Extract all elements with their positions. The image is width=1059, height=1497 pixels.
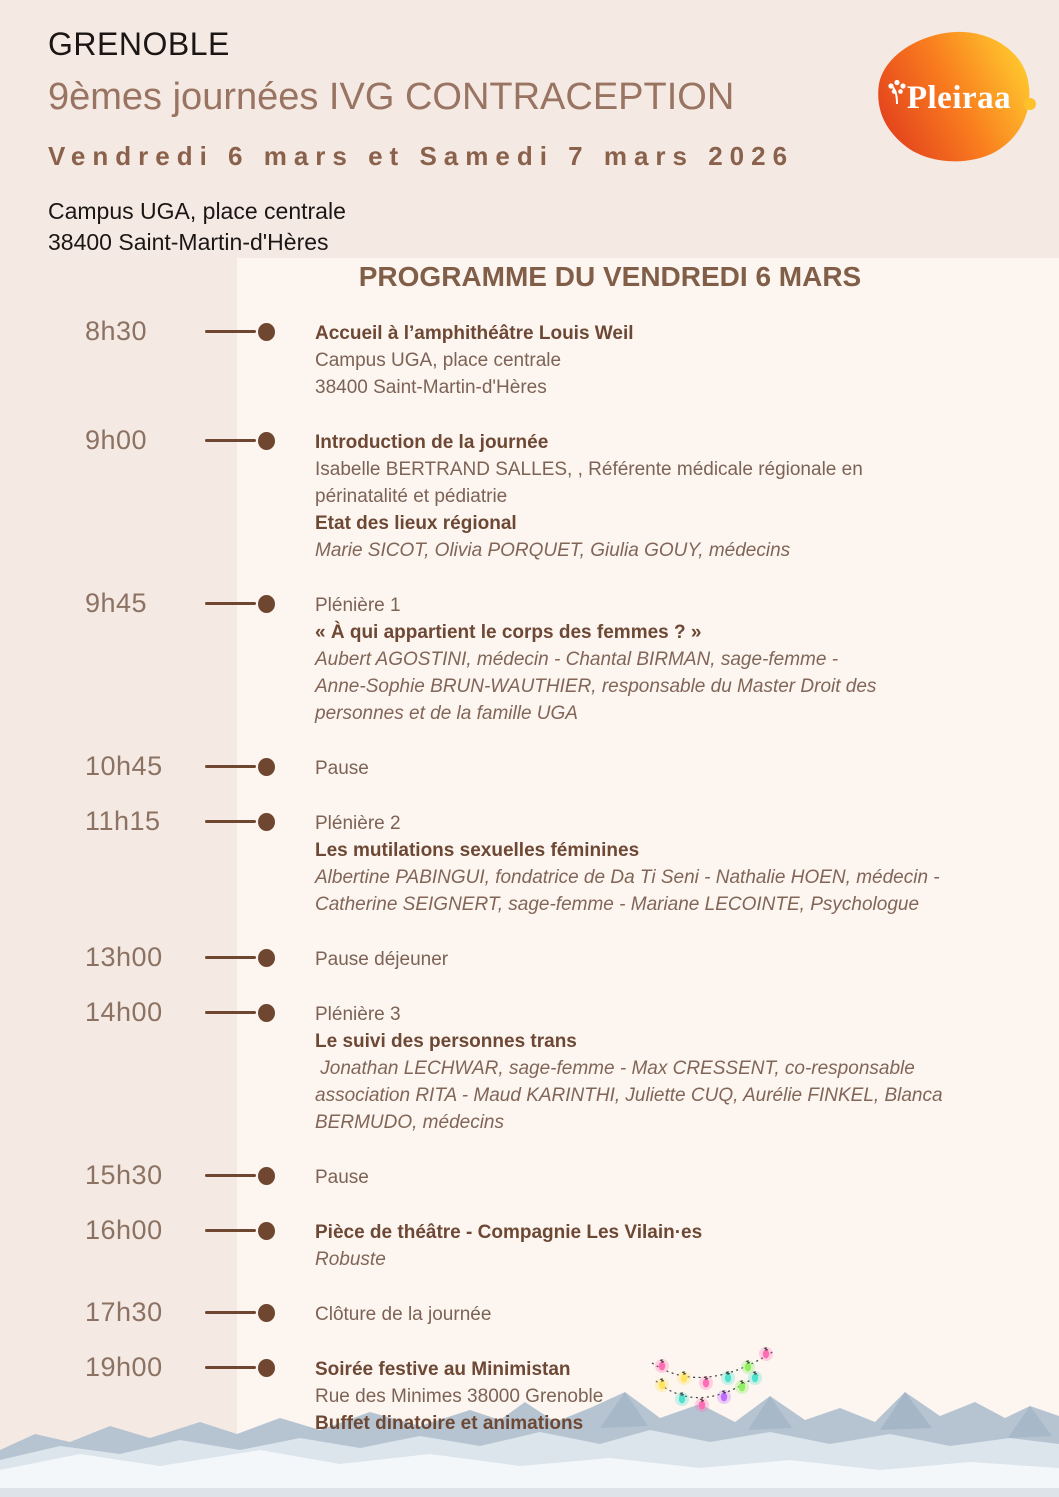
event-address	[48, 196, 346, 258]
address-line-2: 38400 Saint-Martin-d'Hères	[48, 229, 329, 255]
entry-time: 15h30	[85, 1160, 163, 1190]
entry-line: Plénière 1	[315, 595, 401, 616]
entry-time: 11h15	[85, 806, 161, 836]
entry-line: Jonathan LECHWAR, sage-femme - Max CRESSENT, co-responsable	[315, 1058, 915, 1079]
timeline-entry	[0, 316, 1059, 401]
city-label: GRENOBLE	[48, 26, 230, 62]
entry-line: Plénière 3	[315, 1004, 401, 1025]
timeline-connector	[205, 820, 256, 823]
timeline-connector	[205, 602, 256, 605]
entry-line: Pause	[315, 758, 369, 779]
event-dates: Vendredi 6 mars et Samedi 7 mars 2026	[48, 141, 795, 171]
timeline-dot	[258, 1167, 275, 1185]
entry-line: Clôture de la journée	[315, 1304, 492, 1325]
entry-content	[315, 1164, 1059, 1191]
entry-line: Catherine SEIGNERT, sage-femme - Mariane LECOINTE, Psychologue	[315, 894, 920, 915]
timeline-connector	[205, 1366, 256, 1369]
entry-content	[315, 755, 1059, 782]
entry-line: Rue des Minimes 38000 Grenoble	[315, 1386, 604, 1407]
entry-line: Albertine PABINGUI, fondatrice de Da Ti Seni - Nathalie HOEN, médecin -	[315, 867, 940, 888]
address-line-1: Campus UGA, place centrale	[48, 198, 346, 224]
entry-line: Buffet dinatoire et animations	[315, 1413, 584, 1434]
timeline-dot	[258, 432, 275, 450]
timeline-entry	[0, 588, 1059, 727]
entry-line: association RITA - Maud KARINTHI, Juliette CUQ, Aurélie FINKEL, Blanca	[315, 1085, 943, 1106]
entry-line: Plénière 2	[315, 813, 401, 834]
entry-line: périnatalité et pédiatrie	[315, 486, 508, 507]
entry-line: Aubert AGOSTINI, médecin - Chantal BIRMAN, sage-femme -	[315, 649, 839, 670]
entry-line: Accueil à l’amphithéâtre Louis Weil	[315, 323, 634, 344]
entry-line: « À qui appartient le corps des femmes ? »	[315, 622, 702, 643]
entry-time: 10h45	[85, 751, 163, 781]
timeline-entry	[0, 997, 1059, 1136]
timeline-dot	[258, 758, 275, 776]
entry-content	[315, 810, 1059, 918]
entry-time: 9h45	[85, 588, 148, 618]
timeline-entry	[0, 1160, 1059, 1191]
entry-time: 19h00	[85, 1352, 163, 1382]
timeline-entries	[0, 316, 1059, 1465]
timeline-connector	[205, 1311, 256, 1314]
timeline-dot	[258, 813, 275, 831]
timeline-dot	[258, 1304, 275, 1322]
timeline-connector	[205, 956, 256, 959]
entry-time: 14h00	[85, 997, 163, 1027]
timeline-connector	[205, 1011, 256, 1014]
entry-content	[315, 429, 1059, 564]
entry-line: personnes et de la famille UGA	[315, 703, 578, 724]
timeline-entry	[0, 425, 1059, 564]
entry-content	[315, 1301, 1059, 1328]
timeline-entry	[0, 1215, 1059, 1273]
entry-line: Introduction de la journée	[315, 432, 549, 453]
logo-wordmark: Pleiraa	[906, 80, 1012, 116]
entry-line: Etat des lieux régional	[315, 513, 517, 534]
program-title: PROGRAMME DU VENDREDI 6 MARS	[358, 261, 862, 292]
timeline-dot	[258, 1359, 275, 1377]
entry-content	[315, 320, 1059, 401]
timeline-entry	[0, 1297, 1059, 1328]
timeline-connector	[205, 765, 256, 768]
entry-line: Pause	[315, 1167, 369, 1188]
entry-line: 38400 Saint-Martin-d'Hères	[315, 377, 547, 398]
timeline-entry	[0, 751, 1059, 782]
timeline-dot	[258, 1222, 275, 1240]
pleiraa-logo	[873, 28, 1037, 164]
timeline-connector	[205, 330, 256, 333]
timeline-entry	[0, 942, 1059, 973]
timeline-dot	[258, 1004, 275, 1022]
event-title: 9èmes journées IVG CONTRACEPTION	[48, 76, 735, 118]
entry-line: Les mutilations sexuelles féminines	[315, 840, 640, 861]
entry-content	[315, 1219, 1059, 1273]
timeline-dot	[258, 323, 275, 341]
entry-content	[315, 946, 1059, 973]
entry-time: 16h00	[85, 1215, 163, 1245]
entry-line: Pause déjeuner	[315, 949, 449, 970]
entry-time: 13h00	[85, 942, 163, 972]
entry-time: 9h00	[85, 425, 148, 455]
entry-time: 8h30	[85, 316, 148, 346]
timeline-dot	[258, 949, 275, 967]
entry-line: Le suivi des personnes trans	[315, 1031, 577, 1052]
entry-line: Pièce de théâtre - Compagnie Les Vilain·es	[315, 1222, 703, 1243]
timeline-entry	[0, 806, 1059, 918]
fairy-lights-icon	[648, 1341, 780, 1417]
entry-line: BERMUDO, médecins	[315, 1112, 504, 1133]
timeline-connector	[205, 1229, 256, 1232]
entry-line: Marie SICOT, Olivia PORQUET, Giulia GOUY, médecins	[315, 540, 791, 561]
timeline-connector	[205, 1174, 256, 1177]
entry-line: Anne-Sophie BRUN-WAUTHIER, responsable du Master Droit des	[315, 676, 877, 697]
entry-content	[315, 592, 1059, 727]
timeline-connector	[205, 439, 256, 442]
timeline-dot	[258, 595, 275, 613]
entry-time: 17h30	[85, 1297, 163, 1327]
timeline-entry	[0, 1352, 1059, 1437]
entry-content	[315, 1001, 1059, 1136]
entry-line: Campus UGA, place centrale	[315, 350, 562, 371]
entry-line: Robuste	[315, 1249, 386, 1270]
entry-line: Soirée festive au Minimistan	[315, 1359, 571, 1380]
entry-line: Isabelle BERTRAND SALLES, , Référente médicale régionale en	[315, 459, 863, 480]
